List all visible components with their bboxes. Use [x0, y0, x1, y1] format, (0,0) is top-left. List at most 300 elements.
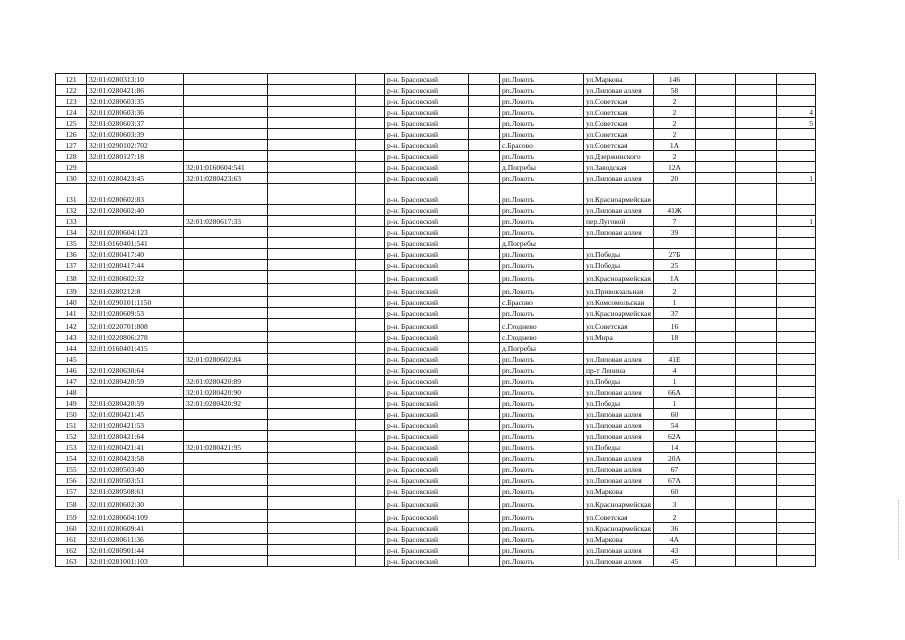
- row-number-cell: 134: [56, 227, 87, 238]
- building-cadastral-number-cell: [184, 184, 268, 205]
- blank-cell: [736, 534, 777, 545]
- blank-cell: [268, 96, 356, 107]
- blank-cell: [736, 173, 777, 184]
- blank-cell: [356, 140, 385, 151]
- building-cadastral-number-cell: [184, 118, 268, 129]
- blank-cell: [696, 151, 736, 162]
- district-cell: р-н. Брасовский: [385, 319, 469, 332]
- blank-cell: [356, 297, 385, 308]
- cadastral-number-cell: 32:01:0280503:51: [87, 475, 184, 486]
- house-number-cell: 1: [654, 297, 696, 308]
- building-cadastral-number-cell: 32:01:0160604:541: [184, 162, 268, 173]
- building-cadastral-number-cell: [184, 332, 268, 343]
- building-cadastral-number-cell: [184, 556, 268, 567]
- blank-cell: [736, 162, 777, 173]
- building-cadastral-number-cell: [184, 534, 268, 545]
- locality-cell: рп.Локоть: [500, 398, 584, 409]
- blank-cell: [469, 409, 500, 420]
- cadastral-number-cell: 32:01:0280423:58: [87, 453, 184, 464]
- house-number-cell: [654, 238, 696, 249]
- building-cadastral-number-cell: [184, 271, 268, 284]
- blank-cell: [356, 249, 385, 260]
- table-row: [56, 297, 816, 308]
- street-cell: ул.Липовая аллея: [584, 556, 654, 567]
- blank-cell: [469, 354, 500, 365]
- locality-cell: рп.Локоть: [500, 486, 584, 497]
- blank-cell: [356, 96, 385, 107]
- blank-cell: [696, 227, 736, 238]
- district-cell: р-н. Брасовский: [385, 271, 469, 284]
- blank-cell: [696, 387, 736, 398]
- building-cadastral-number-cell: [184, 96, 268, 107]
- district-cell: р-н. Брасовский: [385, 162, 469, 173]
- blank-cell: [696, 238, 736, 249]
- blank-cell: [736, 227, 777, 238]
- cadastral-number-cell: 32:01:0280604:123: [87, 227, 184, 238]
- row-number-cell: 130: [56, 173, 87, 184]
- cadastral-number-cell: 32:01:0280604:109: [87, 510, 184, 523]
- house-number-cell: 1: [654, 376, 696, 387]
- locality-cell: рп.Локоть: [500, 510, 584, 523]
- row-number-cell: 122: [56, 85, 87, 96]
- district-cell: р-н. Брасовский: [385, 453, 469, 464]
- row-number-cell: 156: [56, 475, 87, 486]
- blank-cell: [356, 545, 385, 556]
- street-cell: ул.Маркова: [584, 74, 654, 85]
- blank-cell: [469, 216, 500, 227]
- apartment-number-cell: [777, 85, 816, 96]
- blank-cell: [736, 510, 777, 523]
- house-number-cell: 7: [654, 216, 696, 227]
- table-row: [56, 442, 816, 453]
- apartment-number-cell: [777, 387, 816, 398]
- building-cadastral-number-cell: [184, 510, 268, 523]
- house-number-cell: 25: [654, 260, 696, 271]
- district-cell: р-н. Брасовский: [385, 129, 469, 140]
- street-cell: ул.Комсомольская: [584, 297, 654, 308]
- table-row: [56, 319, 816, 332]
- blank-cell: [736, 308, 777, 319]
- building-cadastral-number-cell: [184, 308, 268, 319]
- apartment-number-cell: [777, 284, 816, 297]
- locality-cell: рп.Локоть: [500, 420, 584, 431]
- house-number-cell: 2: [654, 96, 696, 107]
- blank-cell: [356, 129, 385, 140]
- cadastral-number-cell: 32:01:0280602:32: [87, 271, 184, 284]
- district-cell: р-н. Брасовский: [385, 96, 469, 107]
- house-number-cell: 18: [654, 332, 696, 343]
- apartment-number-cell: [777, 354, 816, 365]
- cadastral-number-cell: 32:01:0281001:103: [87, 556, 184, 567]
- street-cell: ул.Липовая аллея: [584, 420, 654, 431]
- locality-cell: рп.Локоть: [500, 376, 584, 387]
- house-number-cell: 2: [654, 284, 696, 297]
- street-cell: ул.Мира: [584, 332, 654, 343]
- building-cadastral-number-cell: [184, 238, 268, 249]
- blank-cell: [696, 453, 736, 464]
- district-cell: р-н. Брасовский: [385, 409, 469, 420]
- blank-cell: [469, 284, 500, 297]
- apartment-number-cell: [777, 398, 816, 409]
- blank-cell: [469, 420, 500, 431]
- blank-cell: [469, 96, 500, 107]
- district-cell: р-н. Брасовский: [385, 216, 469, 227]
- building-cadastral-number-cell: [184, 343, 268, 354]
- blank-cell: [469, 271, 500, 284]
- blank-cell: [696, 205, 736, 216]
- street-cell: ул.Липовая аллея: [584, 354, 654, 365]
- blank-cell: [356, 354, 385, 365]
- blank-cell: [268, 464, 356, 475]
- blank-cell: [356, 510, 385, 523]
- row-number-cell: 133: [56, 216, 87, 227]
- blank-cell: [469, 227, 500, 238]
- district-cell: р-н. Брасовский: [385, 442, 469, 453]
- street-cell: [584, 343, 654, 354]
- apartment-number-cell: [777, 151, 816, 162]
- blank-cell: [736, 184, 777, 205]
- apartment-number-cell: [777, 74, 816, 85]
- table-row: [56, 162, 816, 173]
- table-row: [56, 308, 816, 319]
- blank-cell: [696, 343, 736, 354]
- blank-cell: [469, 545, 500, 556]
- building-cadastral-number-cell: 32:01:0280602:84: [184, 354, 268, 365]
- blank-cell: [696, 523, 736, 534]
- street-cell: ул.Красноармейская: [584, 271, 654, 284]
- house-number-cell: 12А: [654, 162, 696, 173]
- district-cell: р-н. Брасовский: [385, 249, 469, 260]
- apartment-number-cell: [777, 205, 816, 216]
- row-number-cell: 141: [56, 308, 87, 319]
- blank-cell: [268, 284, 356, 297]
- blank-cell: [696, 271, 736, 284]
- locality-cell: рп.Локоть: [500, 205, 584, 216]
- blank-cell: [696, 556, 736, 567]
- blank-cell: [268, 497, 356, 510]
- blank-cell: [268, 343, 356, 354]
- blank-cell: [696, 534, 736, 545]
- table-row: [56, 332, 816, 343]
- blank-cell: [469, 173, 500, 184]
- district-cell: р-н. Брасовский: [385, 332, 469, 343]
- apartment-number-cell: [777, 376, 816, 387]
- street-cell: ул.Маркова: [584, 534, 654, 545]
- blank-cell: [356, 319, 385, 332]
- blank-cell: [268, 107, 356, 118]
- building-cadastral-number-cell: 32:01:0280420:92: [184, 398, 268, 409]
- row-number-cell: 137: [56, 260, 87, 271]
- district-cell: р-н. Брасовский: [385, 523, 469, 534]
- blank-cell: [736, 486, 777, 497]
- building-cadastral-number-cell: [184, 151, 268, 162]
- district-cell: р-н. Брасовский: [385, 365, 469, 376]
- cadastral-number-cell: 32:01:0280421:64: [87, 431, 184, 442]
- district-cell: р-н. Брасовский: [385, 140, 469, 151]
- apartment-number-cell: [777, 409, 816, 420]
- building-cadastral-number-cell: [184, 420, 268, 431]
- blank-cell: [469, 249, 500, 260]
- blank-cell: [356, 308, 385, 319]
- blank-cell: [469, 556, 500, 567]
- row-number-cell: 128: [56, 151, 87, 162]
- blank-cell: [696, 545, 736, 556]
- street-cell: ул.Советская: [584, 510, 654, 523]
- district-cell: р-н. Брасовский: [385, 354, 469, 365]
- cadastral-number-cell: 32:01:0280603:37: [87, 118, 184, 129]
- apartment-number-cell: [777, 534, 816, 545]
- building-cadastral-number-cell: [184, 140, 268, 151]
- district-cell: р-н. Брасовский: [385, 118, 469, 129]
- blank-cell: [736, 556, 777, 567]
- blank-cell: [696, 249, 736, 260]
- blank-cell: [736, 319, 777, 332]
- street-cell: ул.Победы: [584, 260, 654, 271]
- blank-cell: [268, 151, 356, 162]
- blank-cell: [469, 184, 500, 205]
- district-cell: р-н. Брасовский: [385, 85, 469, 96]
- locality-cell: рп.Локоть: [500, 409, 584, 420]
- street-cell: ул.Победы: [584, 442, 654, 453]
- building-cadastral-number-cell: [184, 365, 268, 376]
- blank-cell: [696, 376, 736, 387]
- building-cadastral-number-cell: [184, 297, 268, 308]
- blank-cell: [696, 420, 736, 431]
- house-number-cell: 2: [654, 129, 696, 140]
- apartment-number-cell: [777, 162, 816, 173]
- cadastral-number-cell: 32:01:0280609:53: [87, 308, 184, 319]
- cadastral-number-cell: 32:01:0280508:61: [87, 486, 184, 497]
- blank-cell: [736, 140, 777, 151]
- blank-cell: [356, 260, 385, 271]
- locality-cell: с.Брасово: [500, 297, 584, 308]
- table-row: [56, 140, 816, 151]
- street-cell: ул.Красноармейская: [584, 523, 654, 534]
- blank-cell: [356, 365, 385, 376]
- house-number-cell: 66А: [654, 387, 696, 398]
- blank-cell: [736, 354, 777, 365]
- house-number-cell: 39: [654, 227, 696, 238]
- blank-cell: [736, 387, 777, 398]
- blank-cell: [469, 151, 500, 162]
- building-cadastral-number-cell: [184, 453, 268, 464]
- cadastral-number-cell: 32:01:0280423:45: [87, 173, 184, 184]
- blank-cell: [736, 453, 777, 464]
- blank-cell: [469, 475, 500, 486]
- apartment-number-cell: [777, 523, 816, 534]
- blank-cell: [469, 118, 500, 129]
- blank-cell: [696, 486, 736, 497]
- cadastral-number-cell: [87, 162, 184, 173]
- blank-cell: [469, 308, 500, 319]
- table-row: [56, 534, 816, 545]
- blank-cell: [696, 332, 736, 343]
- blank-cell: [469, 85, 500, 96]
- row-number-cell: 149: [56, 398, 87, 409]
- building-cadastral-number-cell: [184, 497, 268, 510]
- house-number-cell: 58: [654, 85, 696, 96]
- blank-cell: [268, 319, 356, 332]
- house-number-cell: [654, 343, 696, 354]
- blank-cell: [696, 431, 736, 442]
- building-cadastral-number-cell: [184, 431, 268, 442]
- house-number-cell: 45: [654, 556, 696, 567]
- blank-cell: [469, 74, 500, 85]
- apartment-number-cell: [777, 486, 816, 497]
- row-number-cell: 145: [56, 354, 87, 365]
- blank-cell: [736, 96, 777, 107]
- table-row: [56, 453, 816, 464]
- apartment-number-cell: 1: [777, 173, 816, 184]
- row-number-cell: 135: [56, 238, 87, 249]
- cadastral-number-cell: 32:01:0280603:36: [87, 107, 184, 118]
- row-number-cell: 143: [56, 332, 87, 343]
- row-number-cell: 142: [56, 319, 87, 332]
- house-number-cell: 2: [654, 107, 696, 118]
- district-cell: р-н. Брасовский: [385, 464, 469, 475]
- blank-cell: [469, 297, 500, 308]
- blank-cell: [268, 260, 356, 271]
- street-cell: ул.Липовая аллея: [584, 475, 654, 486]
- blank-cell: [356, 343, 385, 354]
- cadastral-number-cell: 32:01:0280603:39: [87, 129, 184, 140]
- blank-cell: [696, 365, 736, 376]
- building-cadastral-number-cell: [184, 129, 268, 140]
- blank-cell: [356, 431, 385, 442]
- building-cadastral-number-cell: [184, 409, 268, 420]
- locality-cell: рп.Локоть: [500, 271, 584, 284]
- blank-cell: [736, 343, 777, 354]
- table-row: [56, 365, 816, 376]
- blank-cell: [356, 205, 385, 216]
- apartment-number-cell: [777, 332, 816, 343]
- row-number-cell: 161: [56, 534, 87, 545]
- district-cell: р-н. Брасовский: [385, 497, 469, 510]
- apartment-number-cell: [777, 308, 816, 319]
- house-number-cell: 2: [654, 151, 696, 162]
- blank-cell: [268, 534, 356, 545]
- blank-cell: [736, 205, 777, 216]
- district-cell: р-н. Брасовский: [385, 343, 469, 354]
- building-cadastral-number-cell: [184, 545, 268, 556]
- blank-cell: [736, 151, 777, 162]
- street-cell: ул.Маркова: [584, 486, 654, 497]
- blank-cell: [736, 216, 777, 227]
- blank-cell: [356, 238, 385, 249]
- street-cell: ул.Липовая аллея: [584, 545, 654, 556]
- cadastral-number-cell: 32:01:0280313:10: [87, 74, 184, 85]
- row-number-cell: 132: [56, 205, 87, 216]
- row-number-cell: 139: [56, 284, 87, 297]
- house-number-cell: 14: [654, 442, 696, 453]
- blank-cell: [696, 118, 736, 129]
- house-number-cell: 67: [654, 464, 696, 475]
- blank-cell: [268, 184, 356, 205]
- street-cell: пер.Луговой: [584, 216, 654, 227]
- district-cell: р-н. Брасовский: [385, 151, 469, 162]
- building-cadastral-number-cell: [184, 475, 268, 486]
- blank-cell: [736, 464, 777, 475]
- blank-cell: [736, 376, 777, 387]
- blank-cell: [736, 523, 777, 534]
- house-number-cell: 1А: [654, 140, 696, 151]
- cadastral-number-cell: 32:01:0280611:36: [87, 534, 184, 545]
- locality-cell: рп.Локоть: [500, 85, 584, 96]
- street-cell: ул.Советская: [584, 140, 654, 151]
- table-row: [56, 260, 816, 271]
- blank-cell: [469, 332, 500, 343]
- blank-cell: [268, 420, 356, 431]
- row-number-cell: 155: [56, 464, 87, 475]
- row-number-cell: 140: [56, 297, 87, 308]
- blank-cell: [469, 140, 500, 151]
- street-cell: ул.Привокзальная: [584, 284, 654, 297]
- blank-cell: [696, 107, 736, 118]
- row-number-cell: 125: [56, 118, 87, 129]
- house-number-cell: 3: [654, 497, 696, 510]
- blank-cell: [268, 475, 356, 486]
- house-number-cell: 62А: [654, 431, 696, 442]
- locality-cell: рп.Локоть: [500, 260, 584, 271]
- row-number-cell: 138: [56, 271, 87, 284]
- locality-cell: рп.Локоть: [500, 227, 584, 238]
- blank-cell: [469, 205, 500, 216]
- house-number-cell: 41Е: [654, 354, 696, 365]
- apartment-number-cell: [777, 453, 816, 464]
- blank-cell: [268, 118, 356, 129]
- row-number-cell: 129: [56, 162, 87, 173]
- blank-cell: [696, 162, 736, 173]
- cadastral-number-cell: [87, 216, 184, 227]
- blank-cell: [356, 107, 385, 118]
- blank-cell: [356, 271, 385, 284]
- apartment-number-cell: [777, 365, 816, 376]
- blank-cell: [268, 308, 356, 319]
- house-number-cell: 43: [654, 545, 696, 556]
- table-row: [56, 556, 816, 567]
- table-row: [56, 184, 816, 205]
- street-cell: ул.Заводская: [584, 162, 654, 173]
- district-cell: р-н. Брасовский: [385, 475, 469, 486]
- blank-cell: [356, 332, 385, 343]
- blank-cell: [736, 398, 777, 409]
- blank-cell: [696, 308, 736, 319]
- locality-cell: рп.Локоть: [500, 184, 584, 205]
- apartment-number-cell: 5: [777, 118, 816, 129]
- cadastral-number-cell: 32:01:0280421:53: [87, 420, 184, 431]
- blank-cell: [356, 475, 385, 486]
- street-cell: ул.Липовая аллея: [584, 387, 654, 398]
- blank-cell: [696, 464, 736, 475]
- apartment-number-cell: [777, 556, 816, 567]
- locality-cell: рп.Локоть: [500, 216, 584, 227]
- apartment-number-cell: [777, 184, 816, 205]
- street-cell: ул.Победы: [584, 376, 654, 387]
- district-cell: р-н. Брасовский: [385, 308, 469, 319]
- cadastral-number-cell: 32:01:0220806:278: [87, 332, 184, 343]
- cadastral-number-cell: 32:01:0280421:45: [87, 409, 184, 420]
- street-cell: ул.Красноармейская: [584, 497, 654, 510]
- locality-cell: рп.Локоть: [500, 173, 584, 184]
- blank-cell: [268, 173, 356, 184]
- blank-cell: [696, 140, 736, 151]
- street-cell: ул.Красноармейская: [584, 308, 654, 319]
- blank-cell: [268, 227, 356, 238]
- locality-cell: с.Глоднево: [500, 332, 584, 343]
- blank-cell: [356, 85, 385, 96]
- locality-cell: рп.Локоть: [500, 523, 584, 534]
- locality-cell: рп.Локоть: [500, 74, 584, 85]
